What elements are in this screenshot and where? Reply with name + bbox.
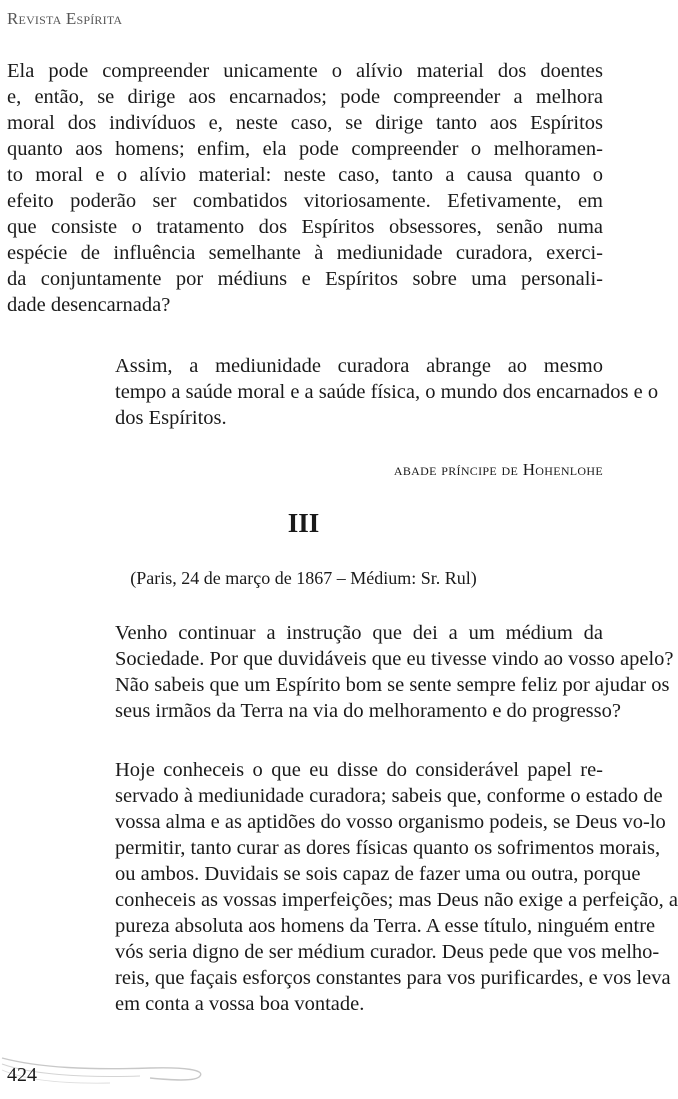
paragraph-4 — [7, 757, 678, 1017]
text-line: tempo a saúde moral e a saúde física, o mundo dos encarnados e o — [115, 381, 659, 403]
text-line: servado à mediunidade curadora; sabeis que, conforme o estado de — [115, 785, 663, 807]
text-line: espécie de influência semelhante à mediunidade curadora, exerci- — [7, 242, 603, 264]
text-line: Sociedade. Por que duvidáveis que eu tivesse vindo ao vosso apelo? — [115, 648, 674, 670]
text-line: efeito poderão ser combatidos vitoriosamente. Efetivamente, em — [7, 190, 603, 212]
text-line: moral dos indivíduos e, neste caso, se dirige tanto aos Espíritos — [7, 112, 603, 134]
section-number: III — [287, 508, 320, 538]
text-line: dade desencarnada? — [7, 294, 171, 316]
text-line: Não sabeis que um Espírito bom se sente sempre feliz por ajudar os — [115, 674, 670, 696]
text-line: permitir, tanto curar as dores físicas quanto os sofrimentos morais, — [115, 837, 661, 859]
signature: abade príncipe de Hohenlohe — [393, 460, 603, 479]
text-line: Ela pode compreender unicamente o alívio material dos doentes — [7, 60, 603, 82]
text-line: em conta a vossa boa vontade. — [115, 993, 365, 1015]
text-line: to moral e o alívio material: neste caso, tanto a causa quanto o — [7, 164, 603, 186]
text-line: vós seria digno de ser médium curador. Deus pede que vos melho- — [115, 941, 660, 963]
text-line: Assim, a mediunidade curadora abrange ao mesmo — [115, 355, 603, 377]
text-line: vossa alma e as aptidões do vosso organismo podeis, se Deus vo-lo — [115, 811, 666, 833]
paragraph-2 — [7, 353, 659, 431]
text-line: e, então, se dirige aos encarnados; pode compreender a melhora — [7, 86, 603, 108]
text-line: dos Espíritos. — [115, 407, 227, 429]
text-line: ou ambos. Duvidais se sois capaz de fazer uma ou outra, porque — [115, 863, 641, 885]
text-line: Hoje conheceis o que eu disse do considerável papel re- — [115, 759, 603, 781]
text-line: quanto aos homens; enfim, ela pode compreender o melhoramen- — [7, 138, 603, 160]
text-line: seus irmãos da Terra na via do melhoramento e do progresso? — [115, 700, 621, 722]
text-line: conheceis as vossas imperfeições; mas Deus não exige a perfeição, a — [115, 889, 678, 911]
page-number: 424 — [7, 1064, 37, 1086]
text-line: pureza absoluta aos homens da Terra. A esse título, ninguém entre — [115, 915, 656, 937]
text-line: Venho continuar a instrução que dei a um médium da — [115, 622, 603, 644]
running-head: Revista Espírita — [7, 9, 123, 28]
paragraph-3 — [7, 620, 674, 724]
dateline: (Paris, 24 de março de 1867 – Médium: Sr. Rul) — [130, 568, 477, 588]
text-line: que consiste o tratamento dos Espíritos obsessores, senão numa — [7, 216, 603, 238]
text-line: reis, que façais esforços constantes para vos purificardes, e vos leva — [115, 967, 671, 989]
paragraph-1 — [7, 58, 603, 318]
text-line: da conjuntamente por médiuns e Espíritos sobre uma personali- — [7, 268, 603, 290]
